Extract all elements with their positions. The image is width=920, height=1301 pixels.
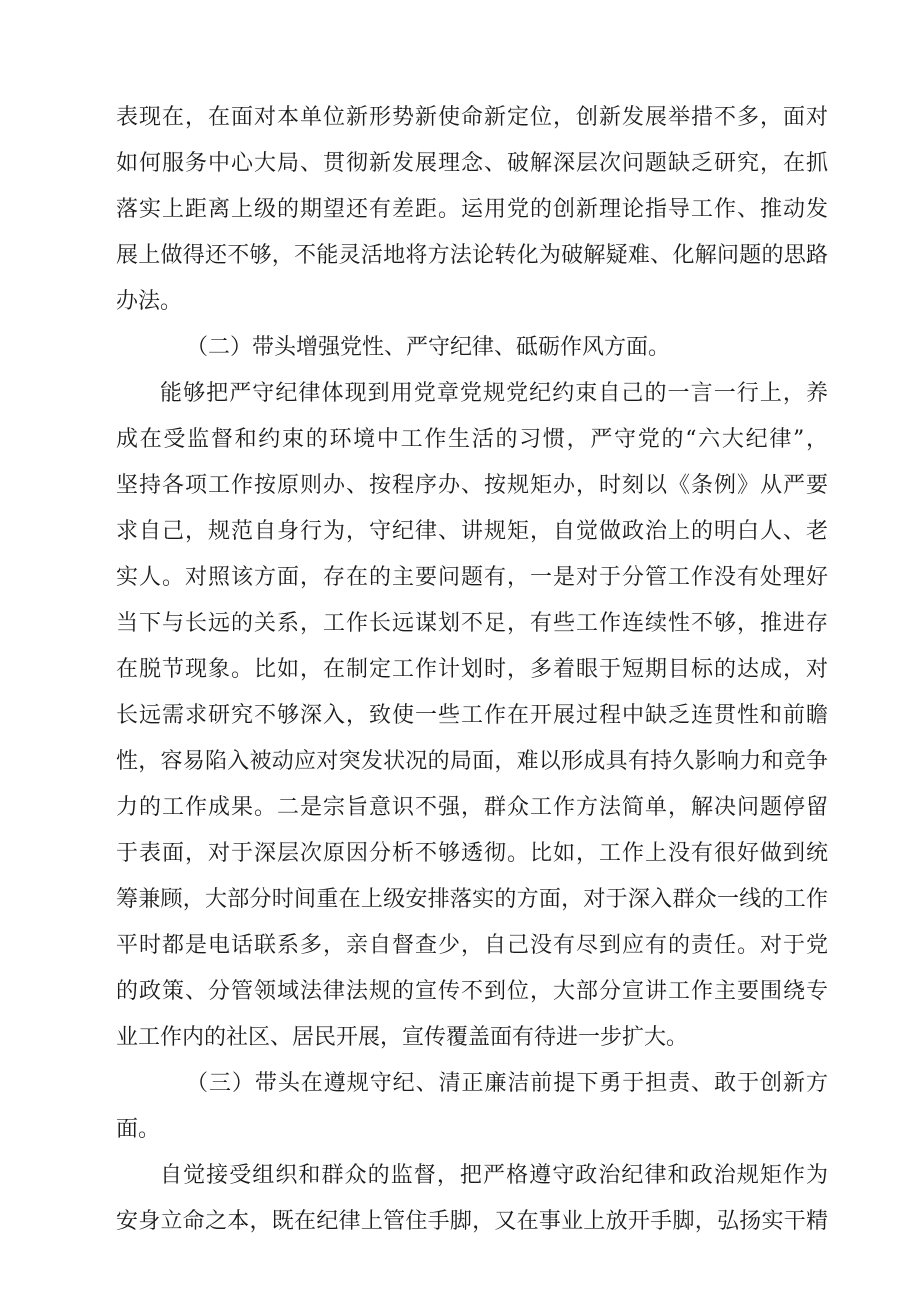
paragraph-line: 长远需求研究不够深入，致使一些工作在开展过程中缺乏连贯性和前瞻: [116, 703, 828, 728]
paragraph-line: 坚持各项工作按原则办、按程序办、按规矩办，时刻以《条例》从严要: [116, 473, 828, 498]
paragraph-line: 自觉接受组织和群众的监督，把严格遵守政治纪律和政治规矩作为: [160, 1163, 828, 1188]
paragraph-line: 在脱节现象。比如，在制定工作计划时，多着眼于短期目标的达成，对: [116, 657, 828, 682]
section-heading-3-continued: 面。: [116, 1117, 161, 1142]
paragraph-line: 展上做得还不够，不能灵活地将方法论转化为破解疑难、化解问题的思路: [116, 243, 828, 268]
paragraph-line: 如何服务中心大局、贯彻新发展理念、破解深层次问题缺乏研究，在抓: [116, 151, 828, 176]
paragraph-line: 安身立命之本，既在纪律上管住手脚，又在事业上放开手脚，弘扬实干精: [116, 1209, 828, 1234]
paragraph-line: 平时都是电话联系多，亲自督查少，自己没有尽到应有的责任。对于党: [116, 933, 828, 958]
section-heading-2: （二）带头增强党性、严守纪律、砥砺作风方面。: [186, 335, 671, 360]
paragraph-line: 当下与长远的关系，工作长远谋划不足，有些工作连续性不够，推进存: [116, 611, 828, 636]
paragraph-line: 力的工作成果。二是宗旨意识不强，群众工作方法简单，解决问题停留: [116, 795, 828, 820]
paragraph-line: 落实上距离上级的期望还有差距。运用党的创新理论指导工作、推动发: [116, 197, 828, 222]
paragraph-line: 成在受监督和约束的环境中工作生活的习惯，严守党的“六大纪律”，: [116, 427, 828, 452]
paragraph-line: 的政策、分管领域法律法规的宣传不到位，大部分宣讲工作主要围绕专: [116, 979, 828, 1004]
paragraph-line: 能够把严守纪律体现到用党章党规党纪约束自己的一言一行上，养: [160, 381, 828, 406]
paragraph-line: 实人。对照该方面，存在的主要问题有，一是对于分管工作没有处理好: [116, 565, 828, 590]
paragraph-line: 筹兼顾，大部分时间重在上级安排落实的方面，对于深入群众一线的工作: [116, 887, 828, 912]
paragraph-line: 性，容易陷入被动应对突发状况的局面，难以形成具有持久影响力和竞争: [116, 749, 828, 774]
paragraph-line: 求自己，规范自身行为，守纪律、讲规矩，自觉做政治上的明白人、老: [116, 519, 828, 544]
paragraph-line: 表现在，在面对本单位新形势新使命新定位，创新发展举措不多，面对: [116, 105, 828, 130]
paragraph-line: 办法。: [116, 289, 183, 314]
section-heading-3: （三）带头在遵规守纪、清正廉洁前提下勇于担责、敢于创新方: [186, 1071, 828, 1096]
paragraph-line: 业工作内的社区、居民开展，宣传覆盖面有待进一步扩大。: [116, 1025, 689, 1050]
paragraph-line: 于表面，对于深层次原因分析不够透彻。比如，工作上没有很好做到统: [116, 841, 828, 866]
